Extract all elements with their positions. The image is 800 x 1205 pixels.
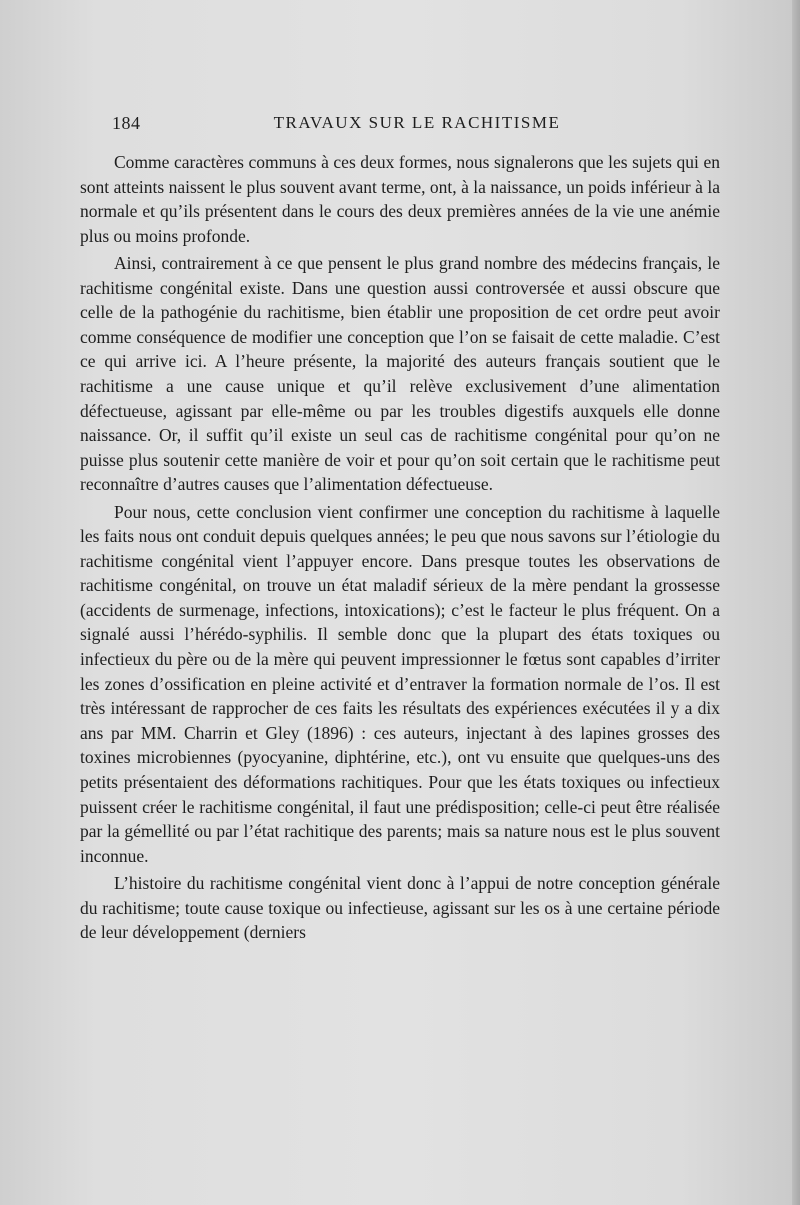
paragraph-4: L’histoire du rachitisme congénital vient donc à l’appui de notre conception générale du rachitisme; toute cause toxique ou infectieuse, agissant sur les os à une certaine période de leur développement (derniers bbox=[80, 873, 720, 943]
running-title: TRAVAUX SUR LE RACHITISME bbox=[273, 113, 561, 132]
page-header bbox=[112, 113, 722, 137]
paragraph-3: Pour nous, cette conclusion vient confirmer une conception du rachitisme à laquelle les faits nous ont conduit depuis quelques années; le peu que nous savons sur l’étiologie du rachitisme congénital vient l’appuyer encore. Dans presque toutes les observations de rachitisme congénital, on trouve un état maladif sérieux de la mère pendant la grossesse (accidents de surmenage, infections, intoxications); c’est le facteur le plus fréquent. On a signalé aussi l’hérédo-syphilis. Il semble donc que la plupart des états toxiques ou infectieux du père ou de la mère qui peuvent impressionner le fœtus sont capables d’irriter les zones d’ossification en pleine activité et d’entraver la formation normale de l’os. Il est très intéressant de rapprocher de ces faits les résultats des expériences exécutées il y a dix ans par MM. Charrin et Gley (1896) : ces auteurs, injectant à des lapines grosses des toxines microbiennes (pyocyanine, diphtérine, etc.), ont vu ensuite que quelques-uns des petits présentaient des déformations rachitiques. Pour que les états toxiques ou infectieux puissent créer le rachitisme congénital, il faut une prédisposition; celle-ci peut être réalisée par la gémellité ou par l’état rachitique des parents; mais sa nature nous est le plus souvent inconnue. bbox=[80, 501, 720, 866]
page-edge-shadow bbox=[792, 0, 800, 1205]
page-number: 184 bbox=[112, 113, 141, 133]
body-text bbox=[80, 150, 720, 945]
paragraph-1: Comme caractères communs à ces deux formes, nous signalerons que les sujets qui en sont atteints naissent le plus souvent avant terme, ont, à la naissance, un poids inférieur à la normale et qu’ils présentent dans le cours des deux premières années de la vie une anémie plus ou moins profonde. bbox=[80, 152, 720, 246]
paragraph-2: Ainsi, contrairement à ce que pensent le plus grand nombre des médecins français, le rachitisme congénital existe. Dans une question aussi controversée et aussi obscure que celle de la pathogénie du rachitisme, bien établir une proposition de cet ordre peut avoir comme conséquence de modifier une conception que l’on se faisait de cette maladie. C’est ce qui arrive ici. A l’heure présente, la majorité des auteurs français soutient que le rachitisme a une cause unique et qu’il relève exclusivement d’une alimentation défectueuse, agissant par elle-même ou par les troubles digestifs auxquels elle donne naissance. Or, il suffit qu’il existe un seul cas de rachitisme congénital pour qu’on ne puisse plus soutenir cette manière de voir et pour qu’on soit certain que le rachitisme peut reconnaître d’autres causes que l’alimentation défectueuse. bbox=[80, 252, 720, 495]
